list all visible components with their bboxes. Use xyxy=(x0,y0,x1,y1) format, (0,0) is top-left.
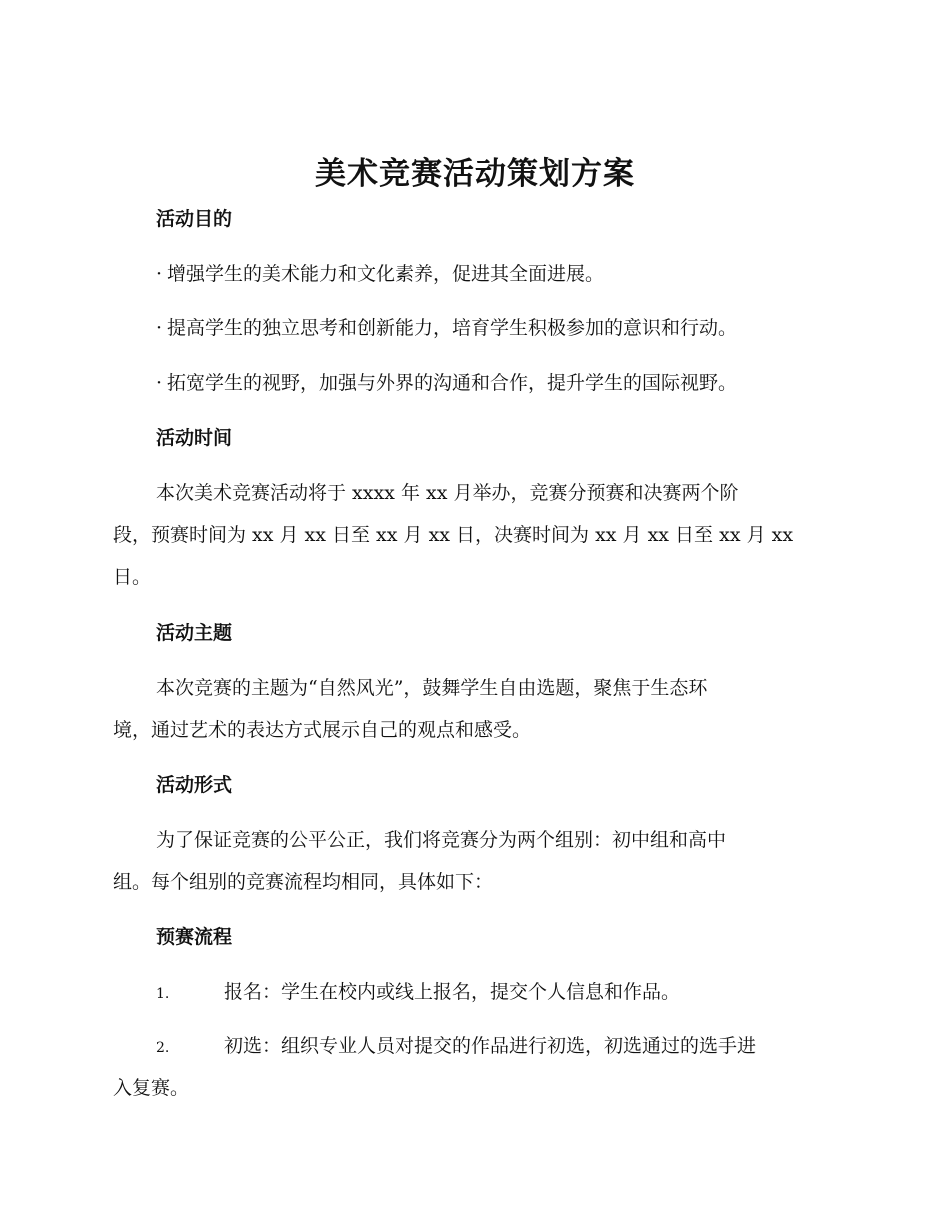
purpose-bullet-text: 增强学生的美术能力和文化素养，促进其全面进展。 xyxy=(167,263,605,285)
section-heading-time: 活动时间 xyxy=(156,427,233,449)
section-heading-purpose: 活动目的 xyxy=(156,208,233,230)
section-heading-format: 活动形式 xyxy=(156,774,233,796)
time-paragraph-line-2: 段，预赛时间为 xx 月 xx 日至 xx 月 xx 日，决赛时间为 xx 月 xx 日至 xx 月 xx xyxy=(113,524,794,546)
list-item-number: 1. xyxy=(156,986,170,1002)
list-item-text: 报名：学生在校内或线上报名，提交个人信息和作品。 xyxy=(224,981,681,1003)
list-item-number: 2. xyxy=(156,1040,170,1056)
bullet-dot: · xyxy=(156,263,163,285)
bullet-dot: · xyxy=(156,317,163,339)
format-paragraph-line-2: 组。每个组别的竞赛流程均相同，具体如下： xyxy=(113,871,494,893)
bullet-dot: · xyxy=(156,372,163,394)
theme-paragraph-line-1: 本次竞赛的主题为“自然风光”，鼓舞学生自由选题，聚焦于生态环 xyxy=(156,677,708,699)
section-heading-prelim: 预赛流程 xyxy=(156,926,233,948)
document-title: 美术竞赛活动策划方案 xyxy=(315,156,635,192)
purpose-bullet-1 xyxy=(156,259,604,289)
list-item-text: 初选：组织专业人员对提交的作品进行初选，初选通过的选手进 xyxy=(224,1035,757,1057)
time-paragraph-line-1: 本次美术竞赛活动将于 xxxx 年 xx 月举办，竞赛分预赛和决赛两个阶 xyxy=(156,482,739,504)
prelim-list-item-1 xyxy=(156,977,680,1009)
purpose-bullet-text: 拓宽学生的视野，加强与外界的沟通和合作，提升学生的国际视野。 xyxy=(167,372,738,394)
purpose-bullet-3 xyxy=(156,368,737,398)
prelim-list-item-2 xyxy=(156,1031,756,1063)
time-paragraph-line-3: 日。 xyxy=(113,566,152,588)
purpose-bullet-text: 提高学生的独立思考和创新能力，培育学生积极参加的意识和行动。 xyxy=(167,317,738,339)
purpose-bullet-2 xyxy=(156,313,737,343)
theme-paragraph-line-2: 境，通过艺术的表达方式展示自己的观点和感受。 xyxy=(113,719,532,741)
section-heading-theme: 活动主题 xyxy=(156,622,233,644)
prelim-list-item-2-continuation: 入复赛。 xyxy=(113,1077,190,1099)
format-paragraph-line-1: 为了保证竞赛的公平公正，我们将竞赛分为两个组别：初中组和高中 xyxy=(156,829,727,851)
